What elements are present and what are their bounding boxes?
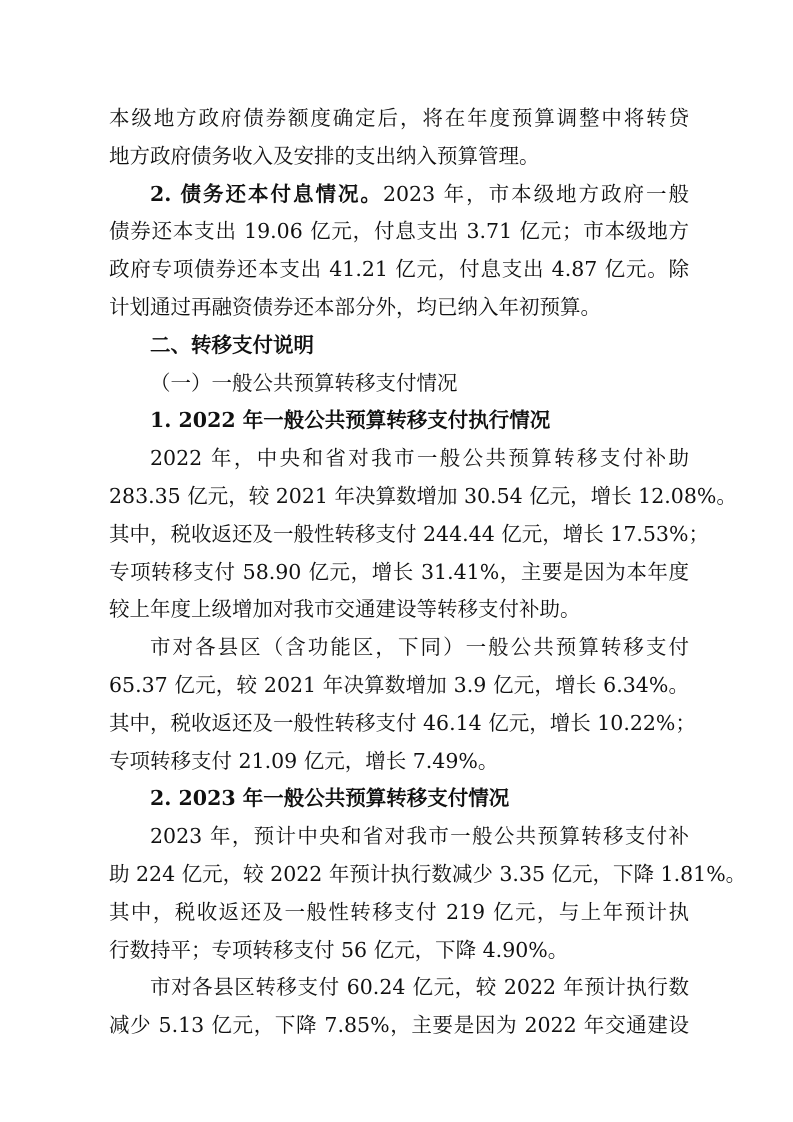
paragraph-line: 其中，税收返还及一般性转移支付 46.14 亿元，增长 10.22%；	[109, 710, 696, 735]
paragraph-line: 减少 5.13 亿元，下降 7.85%，主要是因为 2022 年交通建设	[109, 1013, 689, 1038]
paragraph-line: 地方政府债务收入及安排的支出纳入预算管理。	[109, 143, 540, 168]
body-text	[109, 100, 747, 1045]
subsection-title: 2. 2023 年一般公共预算转移支付情况	[150, 786, 510, 811]
paragraph-line: 市对各县区（含功能区，下同）一般公共预算转移支付	[150, 635, 689, 660]
paragraph-line: 其中，税收返还及一般性转移支付 244.44 亿元，增长 17.53%；	[109, 521, 709, 546]
inline-heading: 2. 债务还本付息情况。	[150, 181, 383, 206]
paragraph-line	[109, 176, 689, 214]
paragraph-line: 债券还本支出 19.06 亿元，付息支出 3.71 亿元；市本级地方	[109, 219, 689, 244]
section-heading: 二、转移支付说明	[150, 332, 314, 357]
paragraph-line: 本级地方政府债券额度确定后，将在年度预算调整中将转贷	[109, 106, 689, 130]
paragraph-line: 专项转移支付 21.09 亿元，增长 7.49%。	[109, 748, 499, 773]
paragraph-line: 283.35 亿元，较 2021 年决算数增加 30.54 亿元，增长 12.08%。	[109, 483, 737, 508]
paragraph-line: 其中，税收返还及一般性转移支付 219 亿元，与上年预计执	[109, 899, 689, 924]
paragraph-text: 2023 年，市本级地方政府一般	[382, 181, 690, 206]
paragraph-line: 计划通过再融资债券还本部分外，均已纳入年初预算。	[109, 294, 601, 319]
paragraph-line: 较上年度上级增加对我市交通建设等转移支付补助。	[109, 597, 581, 622]
paragraph-line: 行数持平；专项转移支付 56 亿元，下降 4.90%。	[109, 937, 569, 962]
subsection-heading: （一）一般公共预算转移支付情况	[150, 370, 458, 395]
paragraph-line: 2022 年，中央和省对我市一般公共预算转移支付补助	[150, 446, 689, 471]
subsection-title: 1. 2022 年一般公共预算转移支付执行情况	[150, 408, 551, 433]
paragraph-line: 2023 年，预计中央和省对我市一般公共预算转移支付补	[150, 824, 689, 849]
paragraph-line: 市对各县区转移支付 60.24 亿元，较 2022 年预计执行数	[150, 975, 689, 1000]
paragraph-line: 助 224 亿元，较 2022 年预计执行数减少 3.35 亿元，下降 1.81%。	[109, 861, 747, 886]
paragraph-line: 专项转移支付 58.90 亿元，增长 31.41%，主要是因为本年度	[109, 559, 689, 584]
paragraph-line: 65.37 亿元，较 2021 年决算数增加 3.9 亿元，增长 6.34%。	[109, 672, 689, 697]
paragraph-line: 政府专项债券还本支出 41.21 亿元，付息支出 4.87 亿元。除	[109, 257, 689, 282]
